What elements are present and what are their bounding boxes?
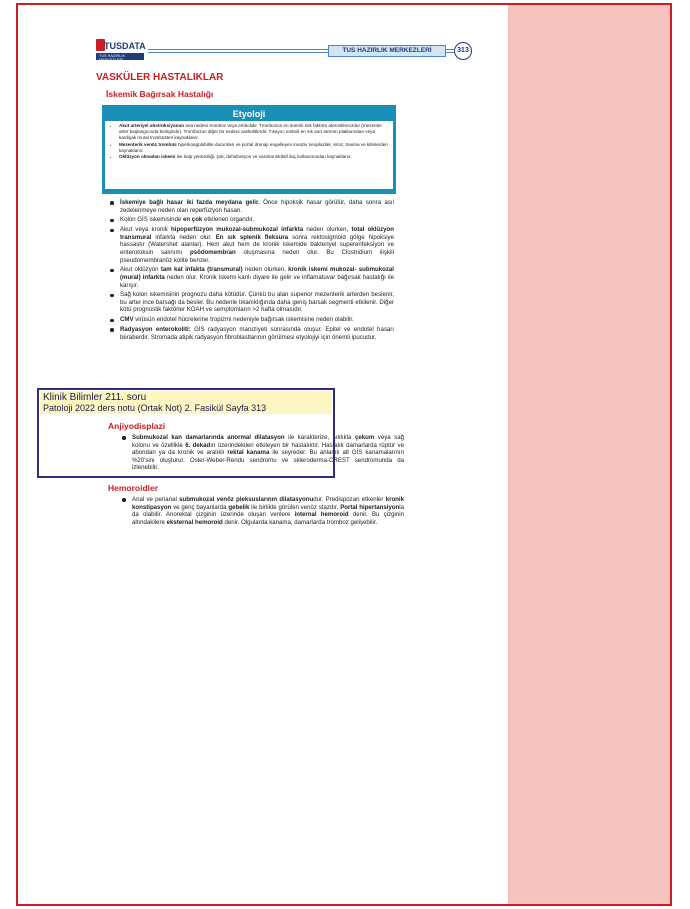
header-rule bbox=[148, 49, 328, 53]
main-text bbox=[108, 199, 394, 343]
hemoroidler-text bbox=[120, 496, 404, 526]
text-run: gebelik bbox=[228, 503, 250, 511]
annotation-line-2: Patoloji 2022 ders notu (Ortak Not) 2. Fasikül Sayfa 313 bbox=[43, 403, 267, 413]
section-title: VASKÜLER HASTALIKLAR bbox=[96, 72, 224, 83]
text-run: Anal ve perianal bbox=[132, 496, 180, 503]
anjiyodisplazi-title: Anjiyodisplazi bbox=[108, 421, 166, 431]
bullet-item bbox=[108, 291, 394, 314]
text-run: veya sağ kolonu ve özellikle bbox=[132, 434, 404, 449]
text-run: En sık splenik fleksura bbox=[215, 233, 289, 241]
text-run: infarkta neden olur. bbox=[151, 233, 216, 241]
text-run: total oklüzyon transmural bbox=[120, 226, 394, 241]
etyoloji-item bbox=[119, 154, 388, 160]
bullet-item bbox=[108, 199, 394, 214]
text-run: CMV bbox=[120, 316, 134, 324]
text-run: kronik iskemi mukozal- submukozal (mural) infarkta bbox=[120, 266, 394, 281]
text-run: hipoperfüzyon mukozal-submukozal infarkta bbox=[171, 226, 304, 234]
text-run: Portal hipertansiyon bbox=[340, 503, 400, 511]
tusdata-logo bbox=[96, 39, 144, 63]
header-rule-right bbox=[446, 49, 454, 53]
etyoloji-item bbox=[119, 123, 388, 142]
logo-text: TUSDATA bbox=[104, 41, 146, 51]
text-run: Radyasyon enterokoliti: bbox=[120, 326, 191, 334]
text-run: virüsün endotel hücrelerine tropizmi nedeniyle bağırsak iskemisine neden olabilir. bbox=[133, 316, 354, 324]
annotation-band bbox=[40, 391, 332, 414]
etyoloji-item-text: ana nedeni tromboz veya embolidir. Trombozun en önemli risk faktörü aterosklerozdur (mezenter arter başlangıcında belirgindir). Trombozun diğer bir nedeni vaskülitlerdir. Tıkayıcı emboli en sık aort aterom plaklarından veya kardiyak mural trombüsten kaynaklanır. bbox=[119, 123, 382, 141]
text-run: ile birlikte görülen venöz stazdır. bbox=[249, 503, 341, 511]
text-run: ile seyreder. Bu anlamlı alt GİS kanamalarının %20'sini oluşturur. Osler-Weber-Rendu sendromu ve skleroderma-CREST sendromunda da izlenebilir. bbox=[132, 449, 404, 472]
right-margin-panel bbox=[508, 5, 672, 904]
text-run: ın üzerindekileri etkileyen bir hastalıktır. Hastalık damarlarda rüptür ve abondan ya da kronik ve aralıklı bbox=[132, 441, 404, 457]
text-run: Önce hipoksik hasar görülür, daha sonra asıl zedelenmeye neden olan reperfüzyon hasarı. bbox=[120, 199, 394, 214]
text-run: İskemiye bağlı hasar iki fazda meydana gelir. bbox=[120, 199, 260, 206]
text-run: Sağ kolon iskemisinin prognozu daha kötüdür. Çünkü bu alan superior mezenterik arterden beslenir, bu arter ince barsağı da besler. Bu nedenle tıkanıklığında daha geniş barsak segmenti etkilenir. Diğer kötü prognostik faktörler KOAH ve semptomların >2 hafta olmasıdır. bbox=[120, 291, 394, 314]
text-run: rektal kanama bbox=[227, 449, 270, 457]
etyoloji-item-term: Mezenterik venöz trombüs bbox=[119, 141, 177, 147]
text-run: la da olabilir. Anorektal çizginin üzerinde oluşan venlere bbox=[132, 503, 404, 519]
annotation-line-1: Klinik Bilimler 211. soru bbox=[43, 392, 147, 403]
text-run: dur. Predispozan etkenler bbox=[313, 496, 386, 503]
bullet-list bbox=[108, 199, 394, 341]
page-frame bbox=[16, 3, 672, 906]
text-run: internal hemoroid bbox=[294, 511, 349, 519]
text-run: oluşmasına neden olur. Bu Clostridium ilişkili pseudomembranöz kolite benzer. bbox=[120, 248, 394, 264]
etyoloji-item-term: Akut arteriyel obstrüksiyonun bbox=[119, 123, 185, 128]
text-run: neden olurken, bbox=[303, 226, 352, 234]
text-run: psödomembran bbox=[190, 248, 236, 256]
hemoroidler-title: Hemoroidler bbox=[108, 483, 159, 493]
text-run: neden olur. Kronik iskemi kanlı diyare ile gelir ve inflamatuvar bağırsak hastalığı ile karışır. bbox=[120, 273, 394, 289]
text-run: denir. Bu çizginin altındakilere bbox=[132, 511, 405, 526]
bullet-item bbox=[108, 226, 394, 264]
bullet-item bbox=[108, 316, 394, 324]
etyoloji-box bbox=[102, 105, 396, 194]
text-run: Akut veya kronik bbox=[120, 226, 172, 234]
text-run: en çok bbox=[183, 216, 203, 224]
annotation-box bbox=[37, 388, 335, 478]
text-run: Kolon GİS iskemisinde bbox=[120, 216, 183, 224]
text-run: denir. Olgularda kanama, damarlarda tromboz gelişebilir. bbox=[222, 518, 378, 526]
section-subtitle: İskemik Bağırsak Hastalığı bbox=[106, 89, 214, 99]
page-number: 313 bbox=[454, 42, 472, 60]
text-run: kronik konstipasyon bbox=[132, 496, 404, 511]
text-run: tam kat infakta (transmural) bbox=[160, 266, 243, 274]
text-run: eksternal hemoroid bbox=[166, 518, 223, 526]
text-run: submukozal venöz pleksuslarının dilatasyonu bbox=[179, 496, 314, 503]
hemoroidler-section bbox=[120, 496, 404, 526]
text-run: sonra rektosigmoid gölge hipoksiye hassastır (Watershet alanlar). Hem akut hem de kronik iskemide bakteriyel superenfeksiyon ve enterotoksin salınımı bbox=[120, 233, 394, 256]
bullet-item bbox=[108, 266, 394, 289]
etyoloji-item-term: Oklüzyon olmadan iskemi bbox=[119, 154, 176, 160]
etyoloji-item bbox=[119, 142, 388, 154]
text-run: ve genç bayanlarda bbox=[171, 503, 229, 511]
etyoloji-item-text: ise kalp yetmezliği, şok, dehidrasyon ve vazokonstriktif ilaç kullanımından kaynaklanır. bbox=[175, 154, 352, 160]
etyoloji-content bbox=[105, 121, 393, 189]
text-run: Submukozal kan damarlarında anormal dilatasyon bbox=[132, 434, 285, 441]
text-run: ile karakterize, sıklıkla bbox=[284, 434, 355, 441]
text-run: GİS radyasyon maruziyeti sonrasında oluşur. Epitel ve endotel hasarı beraberdir. Stromada atipik radyasyon fibroblastlarının görülmesi etyolojiyi için önemli ipucudur. bbox=[120, 326, 394, 341]
text-run: Akut oklüzyon bbox=[120, 266, 161, 274]
header-label: TUS HAZIRLIK MERKEZLERİ bbox=[328, 45, 446, 57]
etyoloji-title: Etyoloji bbox=[232, 109, 266, 119]
text-run: 6. dekad bbox=[185, 441, 211, 449]
etyoloji-item-text: hiperkoagülobilite durumları ve portal drenajı engelleyen invaziv neoplaziler, siroz, travma ve kitlelerden kaynaklanır. bbox=[119, 141, 388, 153]
text-run: çekum bbox=[354, 434, 375, 441]
etyoloji-list bbox=[115, 123, 388, 160]
bullet-item bbox=[108, 216, 394, 224]
text-run: neden olurken, bbox=[242, 266, 289, 274]
text-run: etkilenen organdır. bbox=[202, 216, 255, 224]
logo-subtext: TUS HAZIRLIK MERKEZLERİ bbox=[99, 54, 126, 62]
bullet-item bbox=[108, 326, 394, 341]
